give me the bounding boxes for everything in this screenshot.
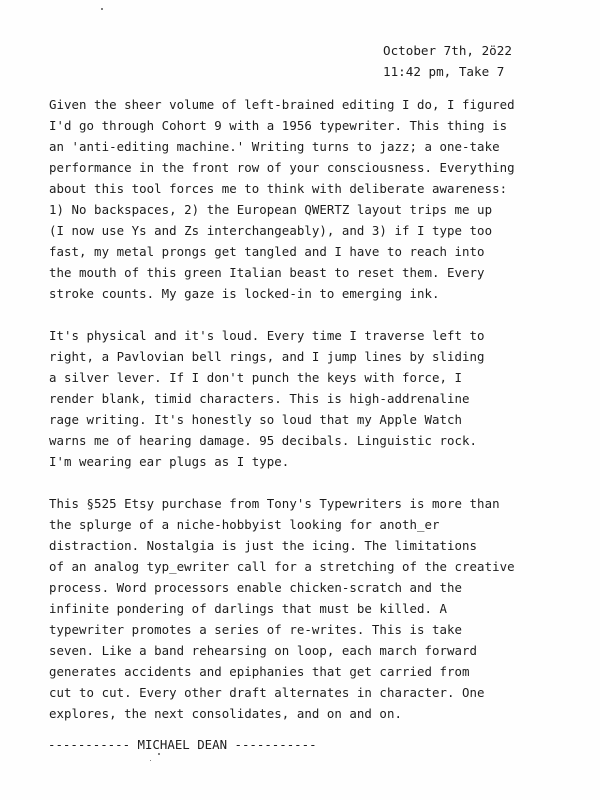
text-line: generates accidents and epiphanies that get carried from <box>49 664 470 679</box>
text-line: right, a Pavlovian bell rings, and I jump lines by sliding <box>49 349 485 364</box>
text-line: (I now use Ys and Zs interchangeably), and 3) if I type too <box>49 223 493 238</box>
text-line: cut to cut. Every other draft alternates in character. One <box>49 685 485 700</box>
text-line: rage writing. It's honestly so loud that my Apple Watch <box>49 412 463 427</box>
text-line: warns me of hearing damage. 95 decibals. Linguistic rock. <box>49 433 478 448</box>
text-line: fast, my metal prongs get tangled and I have to reach into <box>49 244 485 259</box>
text-line: the mouth of this green Italian beast to reset them. Every <box>49 265 485 280</box>
text-line: performance in the front row of your consciousness. Everything <box>49 160 515 175</box>
ink-speck <box>158 753 160 755</box>
date-text: October 7th, 2ö22 <box>383 43 512 58</box>
text-line: typewriter promotes a series of re-writes. This is take <box>49 622 463 637</box>
text-line: infinite pondering of darlings that must be killed. A <box>49 601 448 616</box>
text-line: an 'anti-editing machine.' Writing turns to jazz; a one-take <box>49 139 500 154</box>
text-line: process. Word processors enable chicken-scratch and the <box>49 580 463 595</box>
text-line: It's physical and it's loud. Every time I traverse left to <box>49 328 485 343</box>
text-line: I'm wearing ear plugs as I type. <box>49 454 290 469</box>
paragraph-1 <box>49 94 594 304</box>
text-line: distraction. Nostalgia is just the icing. The limitations <box>49 538 478 553</box>
author-signature: ----------- MICHAEL DEAN ----------- <box>48 737 317 752</box>
essay-body <box>49 94 594 745</box>
text-line: seven. Like a band rehearsing on loop, each march forward <box>49 643 478 658</box>
text-line: about this tool forces me to think with deliberate awareness: <box>49 181 508 196</box>
text-line: the splurge of a niche-hobbyist looking for anoth_er <box>49 517 440 532</box>
paragraph-3 <box>49 493 594 724</box>
text-line: of an analog typ_ewriter call for a stretching of the creative <box>49 559 515 574</box>
text-line: Given the sheer volume of left-brained editing I do, I figured <box>49 97 515 112</box>
time-take-text: 11:42 pm, Take 7 <box>383 64 505 79</box>
ink-speck <box>150 760 151 761</box>
dateline <box>383 40 512 82</box>
text-line: stroke counts. My gaze is locked-in to emerging ink. <box>49 286 440 301</box>
paragraph-2 <box>49 325 594 472</box>
text-line: I'd go through Cohort 9 with a 1956 typewriter. This thing is <box>49 118 508 133</box>
text-line: render blank, timid characters. This is high-addrenaline <box>49 391 470 406</box>
ink-speck <box>101 8 103 10</box>
text-line: explores, the next consolidates, and on and on. <box>49 706 402 721</box>
text-line: This §525 Etsy purchase from Tony's Typewriters is more than <box>49 496 500 511</box>
text-line: a silver lever. If I don't punch the keys with force, I <box>49 370 463 385</box>
text-line: 1) No backspaces, 2) the European QWERTZ layout trips me up <box>49 202 493 217</box>
